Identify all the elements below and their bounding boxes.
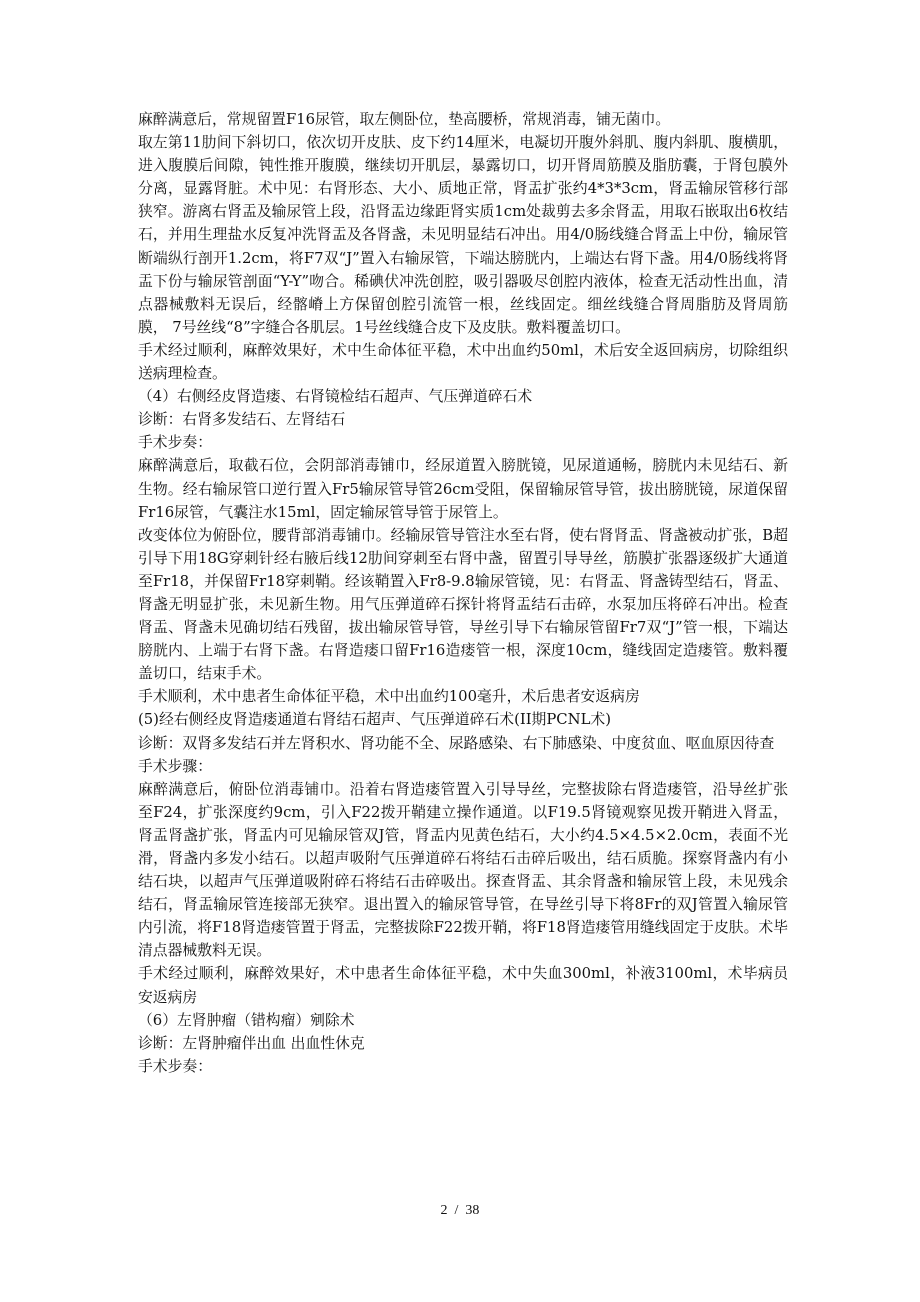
section-heading-5: (5)经右侧经皮肾造瘘通道右肾结石超声、气压弹道碎石术(II期PCNL术) — [138, 711, 611, 729]
page-number: 2 / 38 — [440, 1203, 480, 1218]
diagnosis-6: 诊断：左肾肿瘤伴出血 出血性休克 — [138, 1034, 365, 1052]
steps-label-4: 手术步奏： — [138, 434, 212, 452]
paragraph-8: 改变体位为俯卧位，腰背部消毒铺巾。经输尿管导管注水至右肾，使右肾肾盂、肾盏被动扩张，B超引导下用18G穿刺针经右腋后线12肋间穿刺至右肾中盏，留置引导导丝，筋膜扩张器逐级扩大通道至Fr18，并保留Fr18穿刺鞘。经该鞘置入Fr8-9.8输尿管镜，见：右肾盂、肾盏铸型结石，肾盂、肾盏无明显扩张，未见新生物。用气压弹道碎石探针将肾盂结石击碎，水泵加压将碎石冲出。检查肾盂、肾盏未见确切结石残留，拔出输尿管导管，导丝引导下右输尿管留Fr7双“J”管一根，下端达膀胱内、上端于右肾下盏。右肾造瘘口留Fr16造瘘管一根，深度10cm，缝线固定造瘘管。敷料覆盖切口，结束手术。 — [138, 526, 788, 683]
paragraph-14: 手术经过顺利，麻醉效果好，术中患者生命体征平稳，术中失血300ml，补液3100ml，术毕病员安返病房 — [138, 965, 788, 1006]
diagnosis-5: 诊断：双肾多发结石并左肾积水、肾功能不全、尿路感染、右下肺感染、中度贫血、呕血原因待查 — [138, 734, 775, 752]
paragraph-9: 手术顺利，术中患者生命体征平稳，术中出血约100毫升，术后患者安返病房 — [138, 688, 640, 706]
paragraph-3: 手术经过顺利，麻醉效果好，术中生命体征平稳，术中出血约50ml，术后安全返回病房，切除组织送病理检查。 — [138, 341, 788, 383]
document-body — [138, 108, 788, 1078]
section-heading-4: （4）右侧经皮肾造瘘、右肾镜检结石超声、气压弹道碎石术 — [138, 388, 533, 406]
paragraph-7: 麻醉满意后，取截石位，会阴部消毒铺巾，经尿道置入膀胱镜，见尿道通畅，膀胱内未见结石、新生物。经右输尿管口逆行置入Fr5输尿管导管26cm受阻，保留输尿管导管，拔出膀胱镜，尿道保留Fr16尿管，气囊注水15ml，固定输尿管导管于尿管上。 — [138, 457, 788, 521]
steps-label-6: 手术步奏： — [138, 1057, 212, 1075]
paragraph-13: 麻醉满意后，俯卧位消毒铺巾。沿着右肾造瘘管置入引导导丝，完整拔除右肾造瘘管，沿导丝扩张至F24，扩张深度约9cm，引入F22拨开鞘建立操作通道。以F19.5肾镜观察见拨开鞘进入肾盂，肾盂肾盏扩张，肾盂内可见输尿管双J管，肾盂内见黄色结石，大小约4.5×4.5×2.0cm，表面不光滑，肾盏内多发小结石。以超声吸附气压弹道碎石将结石击碎后吸出，结石质脆。探察肾盏内有小结石块，以超声气压弹道吸附碎石将结石击碎吸出。探查肾盂、其余肾盏和输尿管上段，未见残余结石，肾盂输尿管连接部无狭窄。退出置入的输尿管导管，在导丝引导下将8Fr的双J管置入输尿管内引流，将F18肾造瘘管置于肾盂，完整拔除F22拨开鞘，将F18肾造瘘管用缝线固定于皮肤。术毕清点器械敷料无误。 — [138, 780, 788, 960]
steps-label-5: 手术步骤： — [138, 757, 212, 775]
paragraph-1: 麻醉满意后，常规留置F16尿管，取左侧卧位，垫高腰桥，常规消毒，铺无菌巾。 — [138, 111, 671, 128]
diagnosis-4: 诊断：右肾多发结石、左肾结石 — [138, 411, 346, 429]
paragraph-2: 取左第11肋间下斜切口，依次切开皮肤、皮下约14厘米，电凝切开腹外斜肌、腹内斜肌、腹横肌，进入腹膜后间隙，钝性推开腹膜，继续切开肌层，暴露切口，切开肾周筋膜及脂肪囊，于肾包膜外分离，显露肾脏。术中见：右肾形态、大小、质地正常，肾盂扩张约4*3*3cm，肾盂输尿管移行部狭窄。游离右肾盂及输尿管上段，沿肾盂边缘距肾实质1cm处裁剪去多余肾盂，用取石嵌取出6枚结石，并用生理盐水反复冲洗肾盂及各肾盏，未见明显结石冲出。用4/0肠线缝合肾盂上中份，输尿管断端纵行剖开1.2cm，将F7双“J”置入右输尿管，下端达膀胱内，上端达右肾下盏。用4/0肠线将肾盂下份与输尿管剖面“Y-Y”吻合。稀碘伏冲洗创腔，吸引器吸尽创腔内液体，检查无活动性出血，清点器械敷料无误后，经髂嵴上方保留创腔引流管一根，丝线固定。细丝线缝合肾周脂肪及肾周筋膜， 7号丝线“8”字缝合各肌层。1号丝线缝合皮下及皮肤。敷料覆盖切口。 — [138, 134, 788, 336]
section-heading-6: （6）左肾肿瘤（错构瘤）剜除术 — [138, 1011, 355, 1029]
